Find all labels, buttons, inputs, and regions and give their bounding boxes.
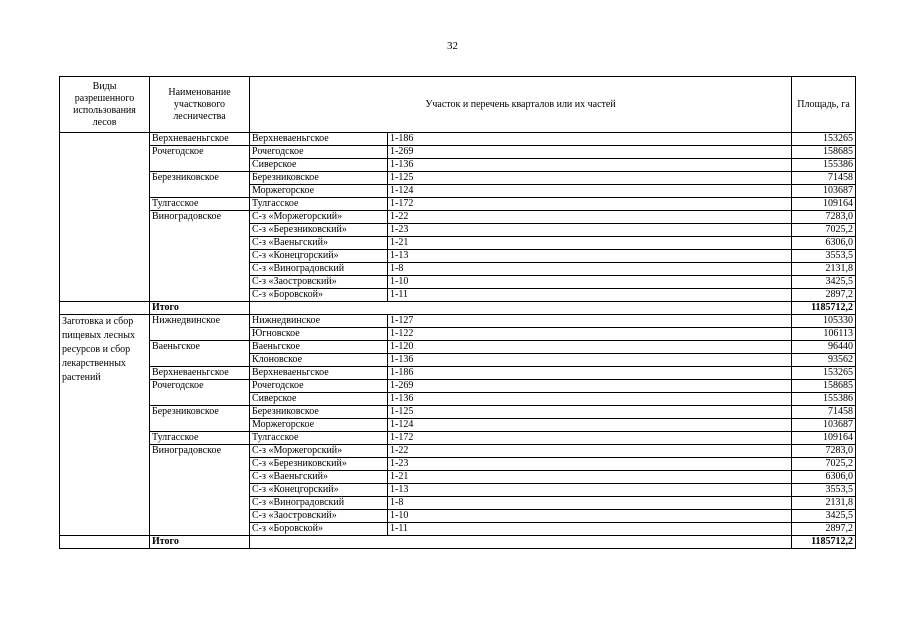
area-cell: 71458 (792, 406, 856, 419)
quarters-cell: 1-269 (388, 380, 792, 393)
forestry-cell: Виноградовское (150, 445, 250, 536)
area-cell: 155386 (792, 393, 856, 406)
forestry-cell: Тулгасское (150, 432, 250, 445)
area-cell: 93562 (792, 354, 856, 367)
area-cell: 7283,0 (792, 445, 856, 458)
section-cell: С-з «Конецгорский» (250, 250, 388, 263)
quarters-cell: 1-136 (388, 354, 792, 367)
area-cell: 2131,8 (792, 497, 856, 510)
total-area: 1185712,2 (792, 536, 856, 549)
table-row (60, 367, 856, 380)
forestry-cell: Тулгасское (150, 198, 250, 211)
table-row (60, 406, 856, 419)
area-cell: 153265 (792, 133, 856, 146)
table-row (60, 341, 856, 354)
section-cell: Сиверское (250, 159, 388, 172)
section-cell: Нижнедвинское (250, 315, 388, 328)
section-cell: Тулгасское (250, 432, 388, 445)
section-cell: Клоновское (250, 354, 388, 367)
quarters-cell: 1-8 (388, 263, 792, 276)
quarters-cell: 1-13 (388, 484, 792, 497)
section-cell: Верхневаеньгское (250, 367, 388, 380)
section-cell: С-з «Боровской» (250, 523, 388, 536)
section-cell: Моржегорское (250, 185, 388, 198)
header-usage: Виды разрешенного использования лесов (60, 77, 150, 133)
section-cell: Березниковское (250, 406, 388, 419)
table-body (60, 133, 856, 549)
section-cell: Березниковское (250, 172, 388, 185)
section-cell: С-з «Моржегорский» (250, 445, 388, 458)
section-cell: С-з «Заостровский» (250, 276, 388, 289)
area-cell: 96440 (792, 341, 856, 354)
quarters-cell: 1-11 (388, 289, 792, 302)
forestry-cell: Верхневаеньгское (150, 367, 250, 380)
section-cell: С-з «Боровской» (250, 289, 388, 302)
section-cell: С-з «Моржегорский» (250, 211, 388, 224)
area-cell: 3553,5 (792, 250, 856, 263)
forestry-cell: Березниковское (150, 406, 250, 432)
quarters-cell: 1-172 (388, 198, 792, 211)
total-row (60, 536, 856, 549)
section-cell: Рочегодское (250, 146, 388, 159)
total-label: Итого (150, 536, 250, 549)
section-cell: С-з «Ваеньгский» (250, 471, 388, 484)
quarters-cell: 1-269 (388, 146, 792, 159)
forestry-cell: Ваеньгское (150, 341, 250, 367)
section-cell: С-з «Виноградовский (250, 263, 388, 276)
total-row (60, 302, 856, 315)
usage-type-cell (60, 133, 150, 302)
section-cell: С-з «Березниковский» (250, 458, 388, 471)
area-cell: 2897,2 (792, 523, 856, 536)
section-cell: Рочегодское (250, 380, 388, 393)
page-number: 32 (447, 40, 458, 52)
forestry-cell: Рочегодское (150, 146, 250, 172)
total-area: 1185712,2 (792, 302, 856, 315)
area-cell: 158685 (792, 146, 856, 159)
total-empty-cell (250, 536, 792, 549)
quarters-cell: 1-136 (388, 159, 792, 172)
total-usage-cell (60, 536, 150, 549)
area-cell: 109164 (792, 198, 856, 211)
table-row (60, 432, 856, 445)
area-cell: 6306,0 (792, 471, 856, 484)
quarters-cell: 1-122 (388, 328, 792, 341)
area-cell: 7283,0 (792, 211, 856, 224)
section-cell: С-з «Ваеньгский» (250, 237, 388, 250)
area-cell: 3425,5 (792, 276, 856, 289)
forestry-cell: Березниковское (150, 172, 250, 198)
table-row (60, 172, 856, 185)
quarters-cell: 1-125 (388, 406, 792, 419)
area-cell: 2131,8 (792, 263, 856, 276)
table-row (60, 146, 856, 159)
area-cell: 6306,0 (792, 237, 856, 250)
table-row (60, 211, 856, 224)
section-cell: Верхневаеньгское (250, 133, 388, 146)
total-usage-cell (60, 302, 150, 315)
quarters-cell: 1-11 (388, 523, 792, 536)
section-cell: Сиверское (250, 393, 388, 406)
quarters-cell: 1-172 (388, 432, 792, 445)
forestry-cell: Рочегодское (150, 380, 250, 406)
quarters-cell: 1-10 (388, 510, 792, 523)
usage-type-cell: Заготовка и сбор пищевых лесных ресурсов и сбор лекарственных растений (60, 315, 150, 536)
area-cell: 109164 (792, 432, 856, 445)
quarters-cell: 1-13 (388, 250, 792, 263)
section-cell: Ваеньгское (250, 341, 388, 354)
table-row (60, 445, 856, 458)
quarters-cell: 1-23 (388, 224, 792, 237)
quarters-cell: 1-23 (388, 458, 792, 471)
section-cell: С-з «Заостровский» (250, 510, 388, 523)
forestry-cell: Виноградовское (150, 211, 250, 302)
area-cell: 103687 (792, 419, 856, 432)
quarters-cell: 1-21 (388, 237, 792, 250)
area-cell: 103687 (792, 185, 856, 198)
section-cell: С-з «Конецгорский» (250, 484, 388, 497)
quarters-cell: 1-124 (388, 419, 792, 432)
total-label: Итого (150, 302, 250, 315)
area-cell: 2897,2 (792, 289, 856, 302)
header-area: Площадь, га (792, 77, 856, 133)
quarters-cell: 1-10 (388, 276, 792, 289)
area-cell: 7025,2 (792, 224, 856, 237)
section-cell: Югновское (250, 328, 388, 341)
quarters-cell: 1-124 (388, 185, 792, 198)
quarters-cell: 1-21 (388, 471, 792, 484)
quarters-cell: 1-22 (388, 211, 792, 224)
quarters-cell: 1-125 (388, 172, 792, 185)
quarters-cell: 1-127 (388, 315, 792, 328)
quarters-cell: 1-120 (388, 341, 792, 354)
area-cell: 158685 (792, 380, 856, 393)
quarters-cell: 1-186 (388, 367, 792, 380)
area-cell: 105330 (792, 315, 856, 328)
area-cell: 106113 (792, 328, 856, 341)
table-row (60, 198, 856, 211)
area-cell: 71458 (792, 172, 856, 185)
quarters-cell: 1-136 (388, 393, 792, 406)
header-forestry: Наименование участкового лесничества (150, 77, 250, 133)
quarters-cell: 1-8 (388, 497, 792, 510)
section-cell: С-з «Березниковский» (250, 224, 388, 237)
table-row (60, 380, 856, 393)
area-cell: 153265 (792, 367, 856, 380)
header-section: Участок и перечень кварталов или их частей (250, 77, 792, 133)
table-header-row (60, 77, 856, 133)
area-cell: 7025,2 (792, 458, 856, 471)
forest-use-table (59, 76, 856, 549)
area-cell: 155386 (792, 159, 856, 172)
table-row (60, 315, 856, 328)
section-cell: Моржегорское (250, 419, 388, 432)
area-cell: 3553,5 (792, 484, 856, 497)
table-row (60, 133, 856, 146)
quarters-cell: 1-22 (388, 445, 792, 458)
section-cell: С-з «Виноградовский (250, 497, 388, 510)
area-cell: 3425,5 (792, 510, 856, 523)
total-empty-cell (250, 302, 792, 315)
forestry-cell: Верхневаеньгское (150, 133, 250, 146)
quarters-cell: 1-186 (388, 133, 792, 146)
forestry-cell: Нижнедвинское (150, 315, 250, 341)
section-cell: Тулгасское (250, 198, 388, 211)
